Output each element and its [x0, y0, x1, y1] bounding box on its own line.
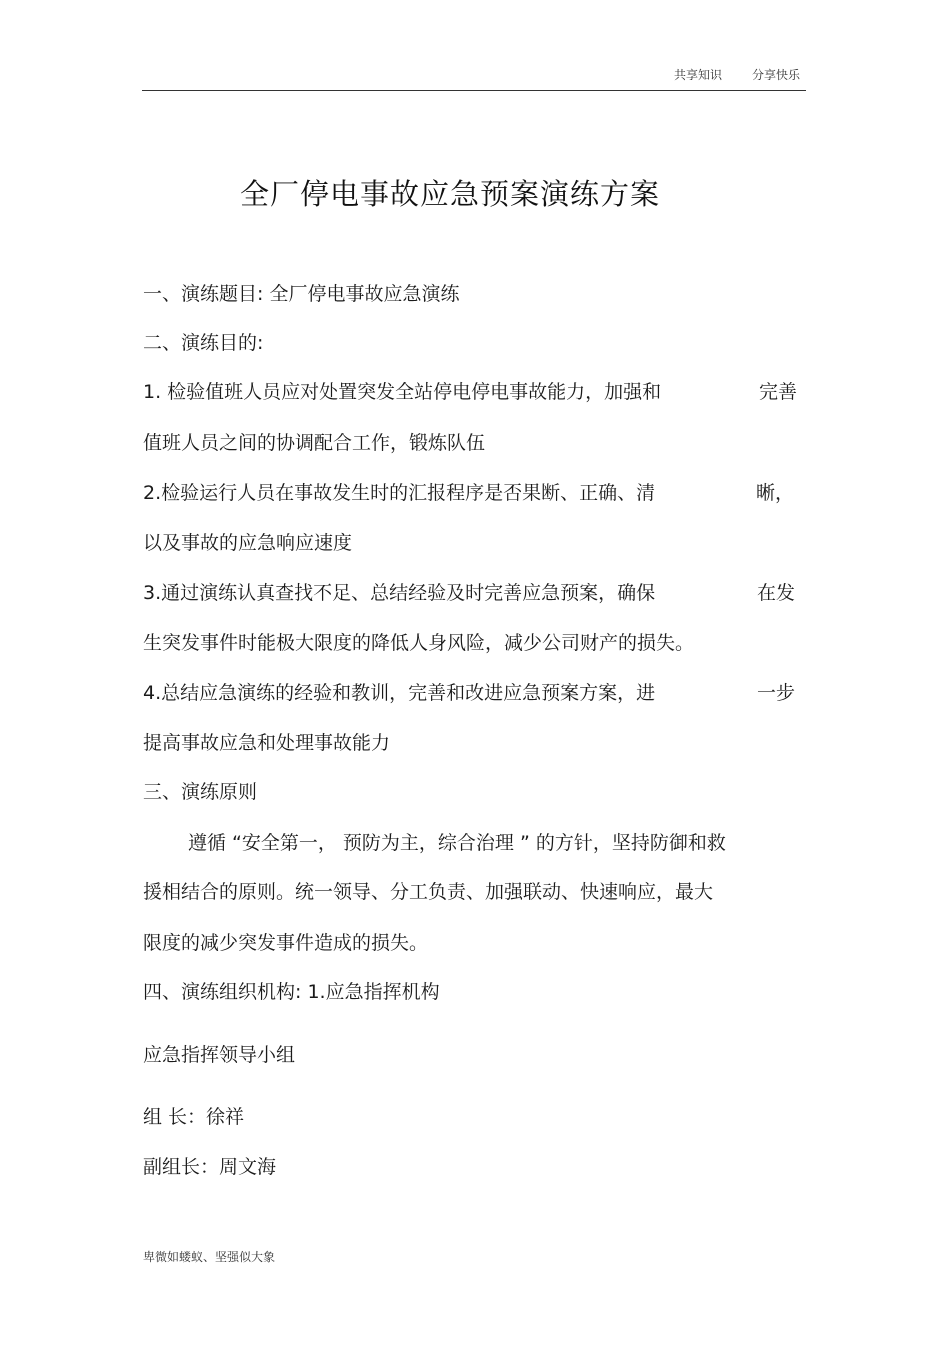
purpose-3-line-2: 生突发事件时能极大限度的降低人身风险，减少公司财产的损失。 [143, 632, 695, 654]
page-footer: 卑微如蝼蚁、坚强似大象 [143, 1250, 276, 1264]
group-leader: 组 长：徐祥 [143, 1106, 245, 1128]
principle-line-3: 限度的减少突发事件造成的损失。 [143, 932, 429, 954]
principle-line-2: 援相结合的原则。统一领导、分工负责、加强联动、快速响应，最大 [143, 881, 714, 903]
purpose-3-line-1: 3.通过演练认真查找不足、总结经验及时完善应急预案，确保 [143, 582, 656, 604]
page-header [142, 66, 806, 91]
purpose-2-line-1-tail: 晰， [756, 482, 795, 504]
header-slogan-right: 分享快乐 [751, 68, 800, 82]
principle-line-1: 遵循 “安全第一， 预防为主，综合治理 ” 的方针，坚持防御和救 [188, 832, 726, 854]
section-heading-principle: 三、演练原则 [143, 781, 258, 803]
section-heading-organization: 四、演练组织机构: 1.应急指挥机构 [143, 981, 440, 1003]
header-slogan [674, 66, 800, 83]
purpose-1-line-1-tail: 完善 [759, 381, 798, 403]
section-heading-purpose: 二、演练目的: [143, 332, 264, 354]
group-deputy-leader: 副组长：周文海 [143, 1156, 277, 1178]
purpose-2-line-2: 以及事故的应急响应速度 [143, 532, 353, 554]
purpose-4-line-1-tail: 一步 [757, 682, 796, 704]
purpose-4-line-2: 提高事故应急和处理事故能力 [143, 732, 391, 754]
purpose-1-line-2: 值班人员之间的协调配合工作，锻炼队伍 [143, 432, 486, 454]
document-title: 全厂停电事故应急预案演练方案 [239, 177, 660, 211]
command-group-title: 应急指挥领导小组 [143, 1044, 296, 1066]
purpose-2-line-1: 2.检验运行人员在事故发生时的汇报程序是否果断、正确、清 [143, 482, 656, 504]
purpose-3-line-1-tail: 在发 [757, 582, 796, 604]
purpose-1-line-1: 1. 检验值班人员应对处置突发全站停电停电事故能力，加强和 [143, 381, 662, 403]
section-heading-topic: 一、演练题目: 全厂停电事故应急演练 [143, 283, 460, 305]
purpose-4-line-1: 4.总结应急演练的经验和教训，完善和改进应急预案方案，进 [143, 682, 656, 704]
header-slogan-left: 共享知识 [673, 68, 722, 82]
